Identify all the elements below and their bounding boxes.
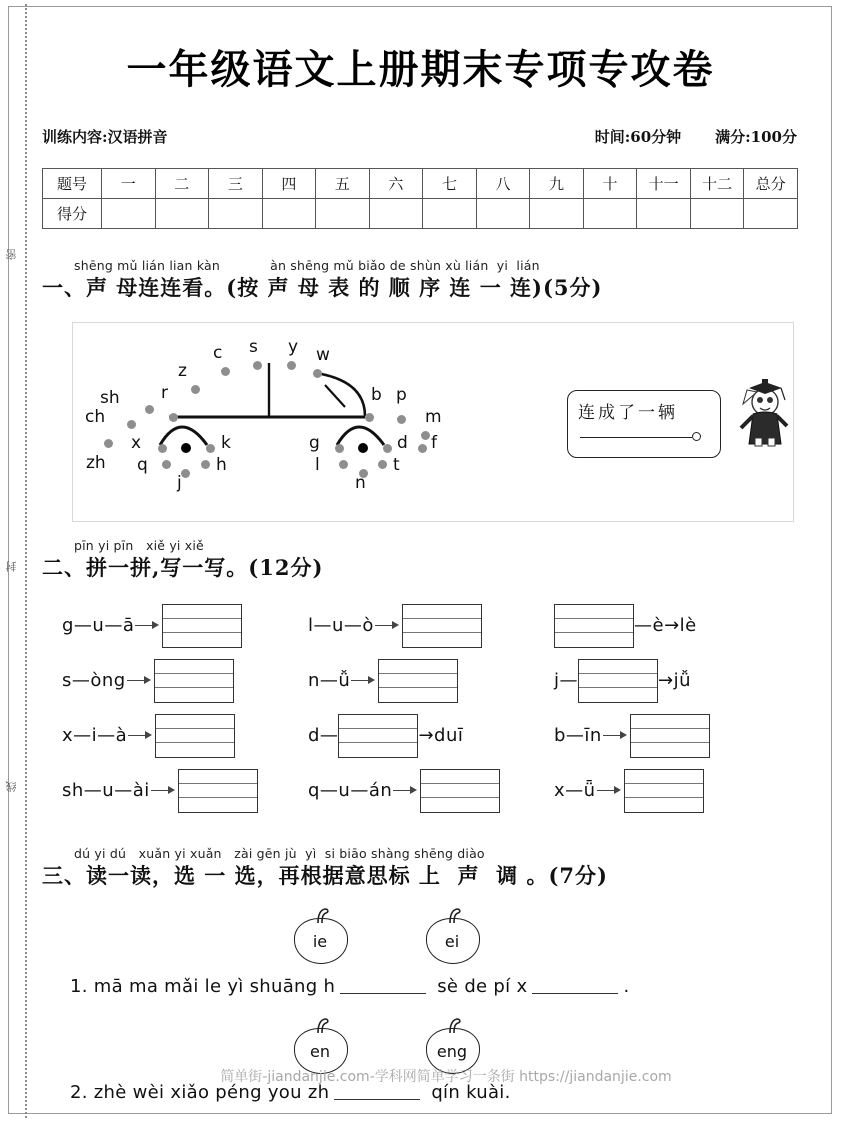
score-table-row-header: 题号 (43, 169, 102, 199)
diagram-dot-label: k (221, 433, 231, 453)
apple-choice[interactable] (424, 1018, 480, 1074)
diagram-dot[interactable] (287, 361, 296, 370)
pinyin-text: sh—u—ài (62, 780, 150, 801)
pinyin-text: q—u—án (308, 780, 393, 801)
section-1-heading (42, 258, 821, 302)
spelling-item (308, 604, 554, 648)
choice-group-2 (292, 1018, 480, 1074)
writing-box[interactable] (554, 604, 634, 648)
arrow-icon (151, 786, 177, 796)
arrow-icon (128, 731, 154, 741)
diagram-dot-label: sh (100, 388, 120, 408)
diagram-dot[interactable] (181, 469, 190, 478)
diagram-dot[interactable] (221, 367, 230, 376)
time-limit-label: 时间:60分钟 (594, 127, 682, 146)
score-table-column-header: 九 (530, 169, 584, 199)
spelling-item (308, 659, 554, 703)
pinyin-text: x—i—à (62, 725, 128, 746)
score-table-column-header: 六 (369, 169, 423, 199)
answer-blank[interactable] (334, 1085, 420, 1100)
score-table-score-cell[interactable] (744, 199, 798, 229)
speech-bubble-circle (692, 432, 701, 441)
question-1 (70, 976, 629, 997)
pinyin-text: n—ǚ (308, 670, 351, 691)
question-2 (70, 1082, 511, 1103)
diagram-dot[interactable] (127, 420, 136, 429)
seal-char-3: 线 (5, 780, 18, 792)
spelling-row (62, 763, 802, 818)
arrow-icon (597, 786, 623, 796)
writing-box[interactable] (178, 769, 258, 813)
diagram-dot-label: d (397, 433, 408, 453)
apple-choice-label: eng (436, 1042, 468, 1061)
diagram-dot[interactable] (365, 413, 374, 422)
pinyin-text: x—ǖ (554, 780, 596, 801)
diagram-dot-label: n (355, 473, 366, 493)
apple-choice[interactable] (292, 1018, 348, 1074)
question-number: 1. (70, 976, 94, 997)
writing-box[interactable] (630, 714, 710, 758)
choice-group-1 (292, 908, 480, 964)
spelling-row (62, 708, 802, 763)
score-table-score-cell[interactable] (262, 199, 316, 229)
score-table-column-header: 一 (102, 169, 156, 199)
diagram-dot[interactable] (169, 413, 178, 422)
score-table-column-header: 三 (209, 169, 263, 199)
score-table-column-header: 十 (583, 169, 637, 199)
diagram-dot[interactable] (421, 431, 430, 440)
writing-box[interactable] (155, 714, 235, 758)
diagram-hub-dot (181, 443, 191, 453)
arrow-icon (135, 621, 161, 631)
diagram-dot[interactable] (335, 444, 344, 453)
seal-char-1: 密 (5, 248, 18, 260)
writing-box[interactable] (402, 604, 482, 648)
spelling-exercise-grid (62, 598, 802, 818)
diagram-dot-label: c (213, 343, 223, 363)
pinyin-text: s—òng (62, 670, 126, 691)
graduate-mascot-icon (735, 376, 791, 448)
diagram-dot-label: t (393, 455, 400, 475)
answer-blank[interactable] (532, 979, 618, 994)
pinyin-text: →duī (418, 725, 464, 746)
diagram-dot-label: f (431, 433, 437, 453)
diagram-dot-label: s (249, 337, 258, 357)
score-table-score-cell[interactable] (423, 199, 477, 229)
score-table-score-cell[interactable] (369, 199, 423, 229)
apple-choice[interactable] (292, 908, 348, 964)
question-text: qín kuài. (425, 1082, 511, 1103)
diagram-dot[interactable] (162, 460, 171, 469)
writing-box[interactable] (162, 604, 242, 648)
apple-stem-icon (308, 1016, 332, 1034)
score-table-column-header: 十二 (690, 169, 744, 199)
meta-row (42, 126, 797, 146)
score-table-score-cell[interactable] (690, 199, 744, 229)
watermark-text: 简单街-jiandanjie.com-学科网简单学习一条街 https://jiandanjie.com (220, 1069, 672, 1085)
question-number: 2. (70, 1082, 94, 1103)
writing-box[interactable] (338, 714, 418, 758)
diagram-dot-label: q (137, 455, 148, 475)
diagram-dot[interactable] (383, 444, 392, 453)
apple-stem-icon (440, 1016, 464, 1034)
apple-choice[interactable] (424, 908, 480, 964)
arrow-icon (351, 676, 377, 686)
page-title: 一年级语文上册期末专项专攻卷 (126, 46, 715, 93)
score-table-row (43, 169, 798, 199)
section-3-heading (42, 846, 821, 890)
diagram-dot-label: b (371, 385, 382, 405)
score-table-column-header: 四 (262, 169, 316, 199)
diagram-dot[interactable] (397, 415, 406, 424)
arrow-icon (375, 621, 401, 631)
diagram-dot[interactable] (201, 460, 210, 469)
pinyin-text: l—u—ò (308, 615, 374, 636)
diagram-dot-label: m (425, 407, 442, 427)
diagram-dot-label: r (161, 383, 168, 403)
spelling-item (308, 714, 554, 758)
section-2-pinyin: pīn yi pīn xiě yi xiě (74, 538, 204, 553)
diagram-dot[interactable] (253, 361, 262, 370)
diagram-dot[interactable] (313, 369, 322, 378)
diagram-dot-label: z (178, 361, 187, 381)
section-3-title: 三、读一读，选 一 选，再根据意思标 上 声 调 。(7分) (42, 863, 608, 888)
spelling-row (62, 653, 802, 708)
section-3-pinyin: dú yi dú xuǎn yi xuǎn zài gēn jù yì si biāo shàng shēng diào (74, 846, 485, 861)
spelling-item (554, 769, 800, 813)
spelling-row (62, 598, 802, 653)
writing-box[interactable] (420, 769, 500, 813)
spelling-item (62, 769, 308, 813)
training-content-label: 训练内容:汉语拼音 (42, 127, 168, 146)
speech-bubble-answer-blank[interactable] (580, 437, 692, 438)
pinyin-text: j— (554, 670, 579, 691)
diagram-dot-label: x (131, 433, 142, 453)
score-table-column-header: 二 (155, 169, 209, 199)
diagram-dot-label: g (309, 433, 320, 453)
score-table (42, 168, 798, 229)
writing-box[interactable] (578, 659, 658, 703)
question-text: mā ma mǎi le yì shuāng h (93, 976, 336, 997)
diagram-dot[interactable] (339, 460, 348, 469)
apple-choice-label: ei (444, 932, 460, 951)
score-table-row-header: 得分 (43, 199, 102, 229)
score-table-row (43, 199, 798, 229)
diagram-dot-label: j (177, 473, 182, 493)
arrow-icon (393, 786, 419, 796)
spelling-item (554, 604, 800, 648)
pinyin-text: →jǚ (658, 670, 692, 691)
question-text: sè de pí x (431, 976, 528, 997)
diagram-dot[interactable] (158, 444, 167, 453)
seal-char-2: 封 (5, 560, 18, 572)
speech-bubble (567, 390, 721, 458)
diagram-dot-label: y (288, 337, 299, 357)
score-table-score-cell[interactable] (155, 199, 209, 229)
answer-blank[interactable] (340, 979, 426, 994)
score-table-column-header: 总分 (744, 169, 798, 199)
score-table-column-header: 五 (316, 169, 370, 199)
section-2-heading (42, 538, 821, 582)
section-1-title: 一、声 母连连看。(按 声 母 表 的 顺 序 连 一 连)(5分) (42, 275, 603, 300)
apple-choice-label: en (310, 1042, 330, 1061)
score-table-score-cell[interactable] (316, 199, 370, 229)
spelling-item (62, 659, 308, 703)
score-table-score-cell[interactable] (209, 199, 263, 229)
score-table-score-cell[interactable] (637, 199, 691, 229)
arrow-icon (127, 676, 153, 686)
question-text: . (623, 976, 630, 997)
diagram-dot-label: l (315, 455, 320, 475)
score-table-score-cell[interactable] (102, 199, 156, 229)
pinyin-text: g—u—ā (62, 615, 135, 636)
score-table-column-header: 七 (423, 169, 477, 199)
sealing-dotted-line (25, 4, 27, 1118)
spelling-item (554, 659, 800, 703)
writing-box[interactable] (378, 659, 458, 703)
score-table-score-cell[interactable] (476, 199, 530, 229)
diagram-dot[interactable] (104, 439, 113, 448)
diagram-dot[interactable] (206, 444, 215, 453)
diagram-dot[interactable] (191, 385, 200, 394)
apple-stem-icon (308, 906, 332, 924)
diagram-dot-label: p (396, 385, 407, 405)
diagram-dot-label: zh (86, 453, 106, 473)
question-text: zhè wèi xiǎo péng you zh (93, 1082, 330, 1103)
diagram-hub-dot (358, 443, 368, 453)
apple-choice-label: ie (312, 932, 328, 951)
arrow-icon (603, 731, 629, 741)
diagram-dot[interactable] (378, 460, 387, 469)
diagram-dot-label: ch (85, 407, 106, 427)
diagram-dot-label: h (216, 455, 227, 475)
speech-bubble-text: 连成了一辆 (578, 403, 678, 423)
score-table-column-header: 八 (476, 169, 530, 199)
spelling-item (308, 769, 554, 813)
pinyin-text: —è→lè (634, 615, 697, 636)
diagram-dot[interactable] (418, 444, 427, 453)
apple-stem-icon (440, 906, 464, 924)
section-2-title: 二、拼一拼,写一写。(12分) (42, 555, 324, 580)
writing-box[interactable] (624, 769, 704, 813)
section-1-pinyin: shēng mǔ lián lian kàn àn shēng mǔ biǎo de shùn xù lián yi lián (74, 258, 540, 273)
score-table-score-cell[interactable] (583, 199, 637, 229)
diagram-dot[interactable] (145, 405, 154, 414)
score-table-column-header: 十一 (637, 169, 691, 199)
pinyin-text: b—īn (554, 725, 602, 746)
spelling-item (62, 714, 308, 758)
score-table-score-cell[interactable] (530, 199, 584, 229)
writing-box[interactable] (154, 659, 234, 703)
pinyin-text: d— (308, 725, 339, 746)
diagram-dot-label: w (316, 345, 330, 365)
full-score-label: 满分:100分 (715, 127, 797, 146)
spelling-item (554, 714, 800, 758)
spelling-item (62, 604, 308, 648)
